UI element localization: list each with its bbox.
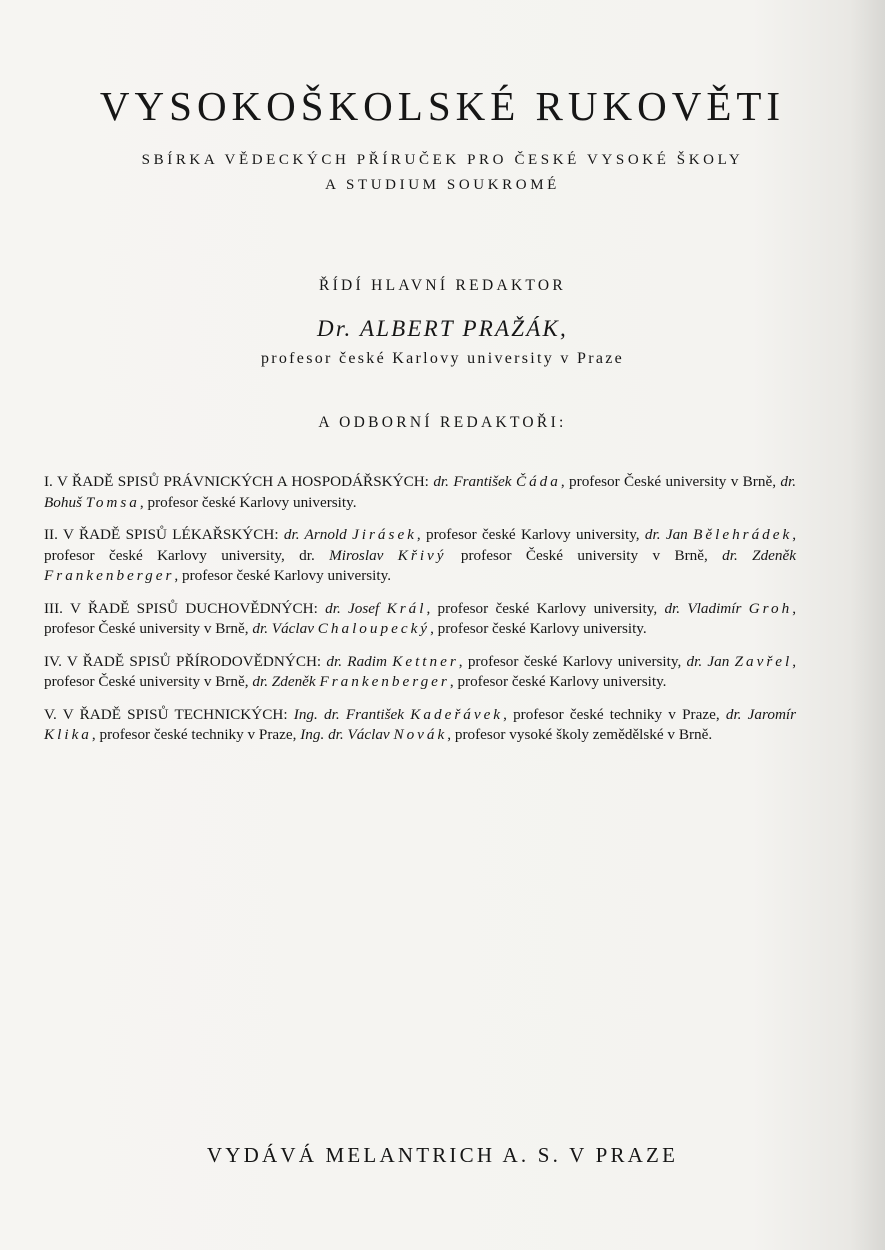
editor-in-chief-heading: ŘÍDÍ HLAVNÍ REDAKTOR bbox=[318, 277, 567, 294]
editor-affiliation: , profesor české techniky v Praze, bbox=[91, 726, 297, 743]
editor-title: dr. Josef bbox=[325, 599, 380, 617]
editor-surname: Frankenberger bbox=[319, 673, 450, 690]
editor-surname: Novák bbox=[393, 726, 448, 743]
editor-affiliation: , profesor české Karlovy university, bbox=[416, 526, 640, 543]
editor-affiliation: , profesor vysoké školy zemědělské v Brně. bbox=[447, 726, 713, 743]
series-heading: IV. V ŘADĚ SPISŮ PŘÍRODOVĚDNÝCH: bbox=[44, 652, 322, 670]
editor-surname: Čáda bbox=[515, 473, 561, 490]
specialist-editors-heading: A ODBORNÍ REDAKTOŘI: bbox=[318, 414, 567, 431]
editor-title: dr. Jaromír bbox=[725, 705, 797, 723]
editor-surname: Chaloupecký bbox=[317, 620, 431, 637]
editor-title: dr. Jan bbox=[644, 526, 688, 543]
editor-affiliation: profesor České university v Brně, bbox=[446, 546, 708, 564]
editor-surname: Kadeřávek bbox=[410, 705, 504, 723]
editor-surname: Klika bbox=[44, 726, 92, 743]
series-list bbox=[44, 472, 796, 758]
editor-title: dr. Bohuš bbox=[44, 473, 797, 511]
series-heading: I. V ŘADĚ SPISŮ PRÁVNICKÝCH A HOSPODÁŘSKÝCH: bbox=[44, 473, 429, 490]
editor-title: dr. Radim bbox=[326, 652, 387, 670]
series-heading: II. V ŘADĚ SPISŮ LÉKAŘSKÝCH: bbox=[44, 526, 279, 543]
editor-affiliation: , profesor české Karlovy university. bbox=[430, 620, 647, 637]
editor-surname: Tomsa bbox=[85, 493, 140, 511]
series-entry-humanities bbox=[44, 599, 796, 640]
series-heading: III. V ŘADĚ SPISŮ DUCHOVĚDNÝCH: bbox=[44, 599, 318, 617]
editor-title: dr. Václav bbox=[252, 620, 314, 637]
editor-title: dr. František bbox=[433, 473, 512, 490]
series-title: VYSOKOŠKOLSKÉ RUKOVĚTI bbox=[99, 83, 786, 129]
series-subtitle-line-1: SBÍRKA VĚDECKÝCH PŘÍRUČEK PRO ČESKÉ VYSOKÉ ŠKOLY bbox=[141, 152, 744, 168]
editor-surname: Groh bbox=[748, 599, 793, 617]
series-heading: V. V ŘADĚ SPISŮ TECHNICKÝCH: bbox=[44, 705, 288, 723]
series-subtitle-line-2: A STUDIUM SOUKROMÉ bbox=[325, 177, 560, 193]
editor-title: Ing. dr. František bbox=[293, 705, 405, 723]
series-entry-natural-sciences bbox=[44, 652, 796, 693]
editor-affiliation: , profesor české Karlovy university, bbox=[458, 652, 682, 670]
series-entry-law bbox=[44, 472, 796, 513]
editor-affiliation: , profesor České university v Brně, bbox=[560, 473, 776, 490]
series-entry-medicine bbox=[44, 525, 796, 587]
editor-affiliation: , profesor české Karlovy university. bbox=[174, 567, 392, 584]
editor-surname: Bělehrádek bbox=[693, 526, 793, 543]
editor-title: dr. Arnold bbox=[283, 526, 347, 543]
editor-affiliation: , profesor České university v Brně, bbox=[44, 599, 797, 637]
editor-surname: Kettner bbox=[392, 652, 459, 670]
editor-affiliation: , profesor české techniky v Praze, bbox=[503, 705, 720, 723]
editor-affiliation: , profesor české Karlovy university, bbox=[426, 599, 658, 617]
editor-surname: Jirásek bbox=[352, 526, 417, 543]
editor-title: dr. Jan bbox=[686, 652, 730, 670]
editor-surname: Král bbox=[386, 599, 427, 617]
editor-title: dr. Zdeněk bbox=[252, 673, 316, 690]
editor-surname: Zavřel bbox=[734, 652, 793, 670]
editor-surname: Frankenberger bbox=[44, 567, 175, 584]
editor-title: Ing. dr. Václav bbox=[300, 726, 390, 743]
editor-title: Miroslav bbox=[329, 546, 384, 564]
editor-in-chief-name: Dr. ALBERT PRAŽÁK, bbox=[317, 316, 568, 341]
editor-surname: Křivý bbox=[397, 546, 447, 564]
publisher-line: VYDÁVÁ MELANTRICH A. S. V PRAZE bbox=[206, 1143, 679, 1167]
editor-affiliation: , profesor České university v Brně, bbox=[44, 652, 797, 690]
editor-affiliation: , profesor české Karlovy university, dr. bbox=[44, 526, 797, 564]
editor-in-chief-position: profesor české Karlovy university v Praze bbox=[260, 350, 625, 367]
editor-title: dr. Zdeněk bbox=[722, 546, 796, 564]
editor-title: dr. Vladimír bbox=[664, 599, 742, 617]
editor-affiliation: , profesor české Karlovy university. bbox=[449, 673, 667, 690]
series-entry-technical bbox=[44, 705, 796, 746]
editor-affiliation: , profesor české Karlovy university. bbox=[139, 493, 357, 511]
